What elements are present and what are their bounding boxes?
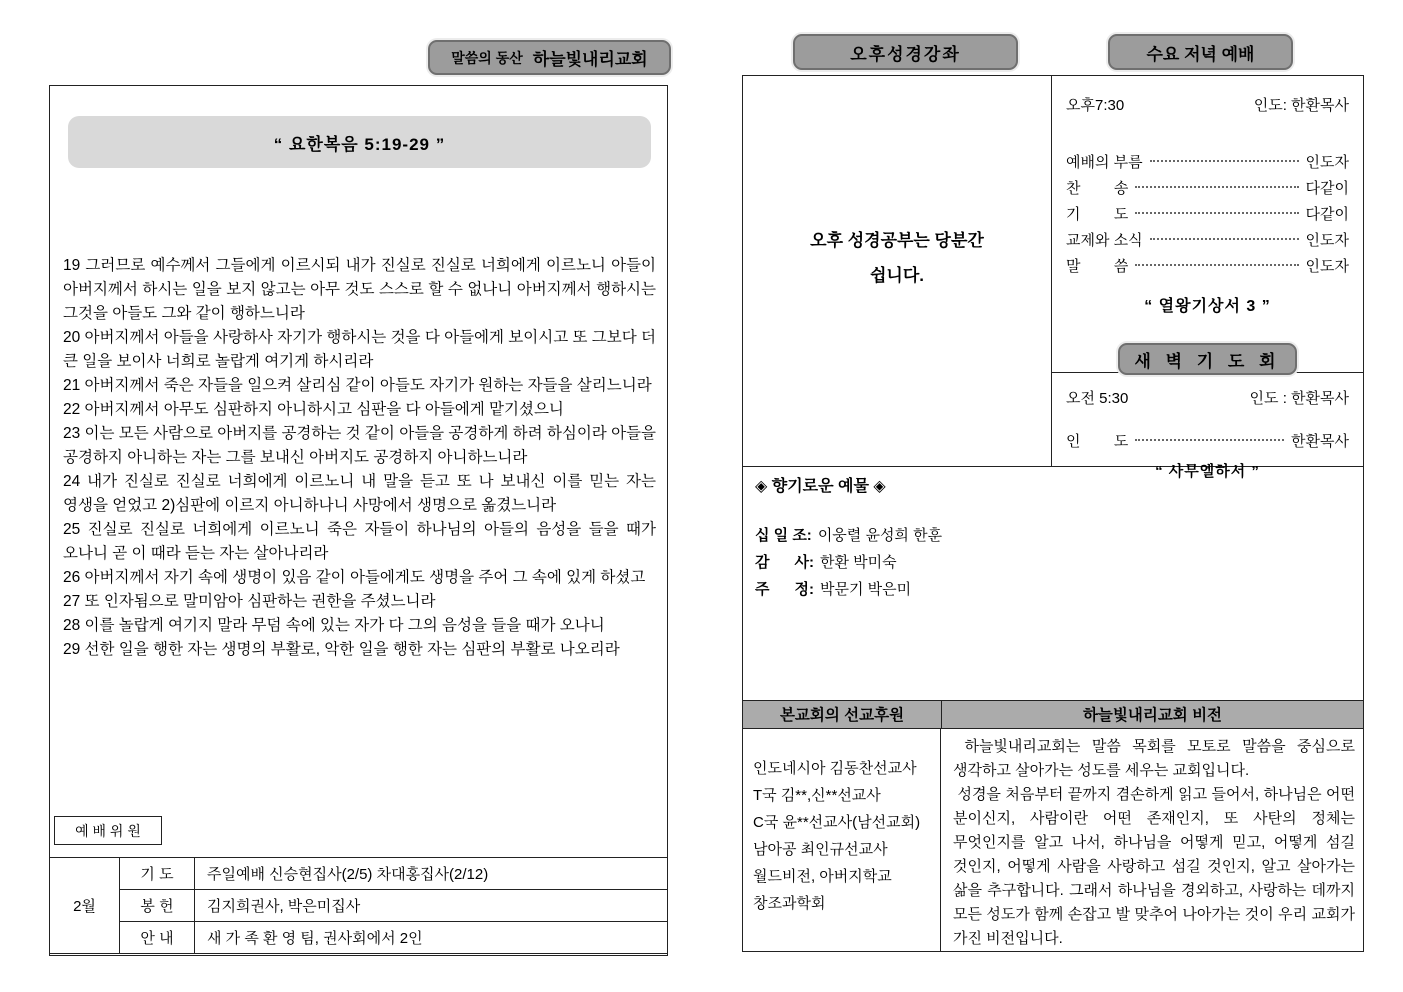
notice-line-2: 쉽니다. <box>870 266 924 285</box>
mission-line: C국 윤**선교사(남선교회) <box>753 814 921 831</box>
scripture-title: “ 요한복음 5:19-29 ” <box>273 134 446 154</box>
offering-type-label: 십 일 조: <box>755 527 812 544</box>
mission-line: T국 김**,신**선교사 <box>753 787 881 804</box>
committee-value-cell: 주일예배 신승현집사(2/5) 차대홍집사(2/12) <box>195 858 668 890</box>
wednesday-leader: 인도: 한환목사 <box>1253 97 1349 114</box>
church-badge-name: 하늘빛내리교회 <box>532 50 648 69</box>
order-item-label: 인 도 <box>1066 433 1129 450</box>
order-item-value: 다같이 <box>1305 180 1349 197</box>
offering-type-label: 주 정: <box>755 581 814 598</box>
dotted-leader <box>1135 439 1284 441</box>
scripture-page <box>49 85 668 956</box>
dawn-order-row <box>1066 430 1349 456</box>
wednesday-service-cell <box>1052 76 1363 480</box>
committee-role-cell: 기 도 <box>120 858 195 890</box>
verse-25: 25 진실로 진실로 너희에게 이르노니 죽은 자들이 하나님의 아들의 음성을 들을 때가 오나니 곧 이 때라 듣는 자는 살아나리라 <box>63 521 656 562</box>
verse-26: 26 아버지께서 자기 속에 생명이 있음 같이 아들에게도 생명을 주어 그 속에 있게 하셨고 <box>63 569 646 586</box>
church-vision-text <box>941 729 1363 951</box>
offering-names: 한환 박미숙 <box>819 554 897 571</box>
order-row-prayer <box>1066 203 1349 229</box>
order-row-sermon <box>1066 255 1349 281</box>
order-item-label: 예배의 부름 <box>1066 154 1143 171</box>
order-row-call-to-worship <box>1066 151 1349 177</box>
wednesday-meta-row <box>1066 94 1349 115</box>
notice-line-1: 오후 성경공부는 당분간 <box>810 231 984 250</box>
offering-type-label: 감 사: <box>755 554 814 571</box>
committee-value-cell: 김지희권사, 박은미집사 <box>195 890 668 922</box>
committee-row-offering <box>50 890 668 922</box>
wednesday-evening-service-badge: 수요 저녁 예배 <box>1108 34 1293 70</box>
order-item-label: 기 도 <box>1066 206 1129 223</box>
dotted-leader <box>1150 238 1299 240</box>
vision-paragraph-2: 성경을 처음부터 끝까지 겸손하게 읽고 들어서, 하나님은 어떤 분이신지, 사람이란 어떤 존재인지, 또 사탄의 정체는 무엇인지를 알고 나서, 하나님을 어떻게 믿고, 어떻게 섬길 것인지, 어떻게 사람을 사랑하고 섬길 것인지, 알고 살아가는 삶을 추구합니다. 그래서 하나님을 경외하고, 사랑하는 데까지 모든 성도가 함께 손잡고 발 맞추어 나아가는 것이 우리 교회가 가진 비전입니다. <box>953 786 1360 947</box>
committee-month-cell: 2월 <box>50 858 120 954</box>
order-item-value: 인도자 <box>1305 258 1349 275</box>
order-item-label: 말 씀 <box>1066 258 1129 275</box>
scripture-title-banner <box>68 116 651 168</box>
worship-committee-label: 예 배 위 원 <box>54 816 162 845</box>
order-item-value: 인도자 <box>1305 232 1349 249</box>
offering-section <box>743 467 1363 701</box>
committee-role-cell: 안 내 <box>120 922 195 954</box>
order-item-value: 인도자 <box>1305 154 1349 171</box>
worship-committee-table <box>49 857 668 954</box>
verse-19: 19 그러므로 예수께서 그들에게 이르시되 내가 진실로 진실로 너희에게 이르노니 아들이 아버지께서 하시는 일을 보지 않고는 아무 것도 스스로 할 수 없나니 아버지께서 행하시는 그것을 아들도 그와 같이 행하느니라 <box>63 257 656 322</box>
offering-names: 박문기 박은미 <box>819 581 912 598</box>
bottom-header-row <box>743 701 1363 729</box>
offering-list <box>755 522 1351 603</box>
order-item-label: 교제와 소식 <box>1066 232 1143 249</box>
verse-23: 23 이는 모든 사람으로 아버지를 공경하는 것 같이 아들을 공경하게 하려 하심이라 아들을 공경하지 아니하는 자는 그를 보내신 아버지도 공경하지 아니하느니라 <box>63 425 656 466</box>
afternoon-class-notice-cell <box>743 76 1052 466</box>
verse-29: 29 선한 일을 행한 자는 생명의 부활로, 악한 일을 행한 자는 심판의 부활로 나오리라 <box>63 641 620 658</box>
dotted-leader <box>1150 160 1299 162</box>
offering-names: 이웅렬 윤성희 한훈 <box>817 527 943 544</box>
wednesday-scripture: “ 열왕기상서 3 ” <box>1144 298 1271 315</box>
dawn-scripture: “ 사무엘하서 ” <box>1155 463 1260 480</box>
dawn-prayer-badge: 새 벽 기 도 회 <box>1118 343 1296 375</box>
mission-support-header: 본교회의 선교후원 <box>743 701 942 728</box>
verse-27: 27 또 인자됨으로 말미암아 심판하는 권한을 주셨느니라 <box>63 593 436 610</box>
service-info-page <box>742 75 1364 952</box>
order-row-hymn <box>1066 177 1349 203</box>
mission-line: 인도네시아 김동찬선교사 <box>753 760 917 777</box>
scripture-text <box>63 254 656 662</box>
church-badge-prefix: 말씀의 동산 <box>451 49 523 66</box>
vision-paragraph-1: 하늘빛내리교회는 말씀 목회를 모토로 말씀을 중심으로 생각하고 살아가는 성도를 세우는 교회입니다. <box>953 738 1360 779</box>
verse-21: 21 아버지께서 죽은 자들을 일으켜 살리심 같이 아들도 자기가 원하는 자들을 살리느니라 <box>63 377 652 394</box>
church-name-badge <box>428 40 671 75</box>
offering-row-weekly <box>755 576 1351 603</box>
order-row-fellowship-news <box>1066 229 1349 255</box>
order-item-label: 찬 송 <box>1066 180 1129 197</box>
committee-value-cell: 새 가 족 환 영 팀, 권사회에서 2인 <box>195 922 668 954</box>
mission-support-list <box>743 729 941 951</box>
service-top-row <box>743 76 1363 480</box>
mission-line: 남아공 최인규선교사 <box>753 841 888 858</box>
church-vision-header: 하늘빛내리교회 비전 <box>942 701 1363 728</box>
mission-line: 월드비전, 아버지학교 <box>753 868 892 885</box>
afternoon-bible-class-badge: 오후성경강좌 <box>793 34 1018 70</box>
dawn-prayer-divider <box>1052 342 1363 373</box>
dotted-leader <box>1135 212 1298 214</box>
offering-section-title: ◈ 향기로운 예물 ◈ <box>755 478 886 495</box>
bottom-content-row <box>743 729 1363 951</box>
dotted-leader <box>1135 186 1298 188</box>
order-item-value: 다같이 <box>1305 206 1349 223</box>
dawn-meta-row <box>1066 387 1349 408</box>
mission-line: 창조과학회 <box>753 895 826 912</box>
dotted-leader <box>1135 264 1298 266</box>
verse-22: 22 아버지께서 아무도 심판하지 아니하시고 심판을 다 아들에게 맡기셨으니 <box>63 401 564 418</box>
committee-row-ushering <box>50 922 668 954</box>
offering-row-thanks <box>755 549 1351 576</box>
committee-role-cell: 봉 헌 <box>120 890 195 922</box>
dawn-time: 오전 5:30 <box>1066 390 1129 407</box>
wednesday-time: 오후7:30 <box>1066 97 1125 114</box>
order-item-value: 한환목사 <box>1291 433 1349 450</box>
verse-24: 24 내가 진실로 진실로 너희에게 이르노니 내 말을 듣고 또 나 보내신 이를 믿는 자는 영생을 얻었고 2)심판에 이르지 아니하나니 사망에서 생명으로 옮겼느니라 <box>63 473 656 514</box>
dawn-leader: 인도 : 한환목사 <box>1249 390 1349 407</box>
wednesday-order-of-worship <box>1066 151 1349 281</box>
committee-row-prayer <box>50 858 668 890</box>
offering-row-tithe <box>755 522 1351 549</box>
verse-28: 28 이를 놀랍게 여기지 말라 무덤 속에 있는 자가 다 그의 음성을 들을 때가 오나니 <box>63 617 605 634</box>
verse-20: 20 아버지께서 아들을 사랑하사 자기가 행하시는 것을 다 아들에게 보이시고 또 그보다 더 큰 일을 보이사 너희로 놀랍게 여기게 하시리라 <box>63 329 656 370</box>
